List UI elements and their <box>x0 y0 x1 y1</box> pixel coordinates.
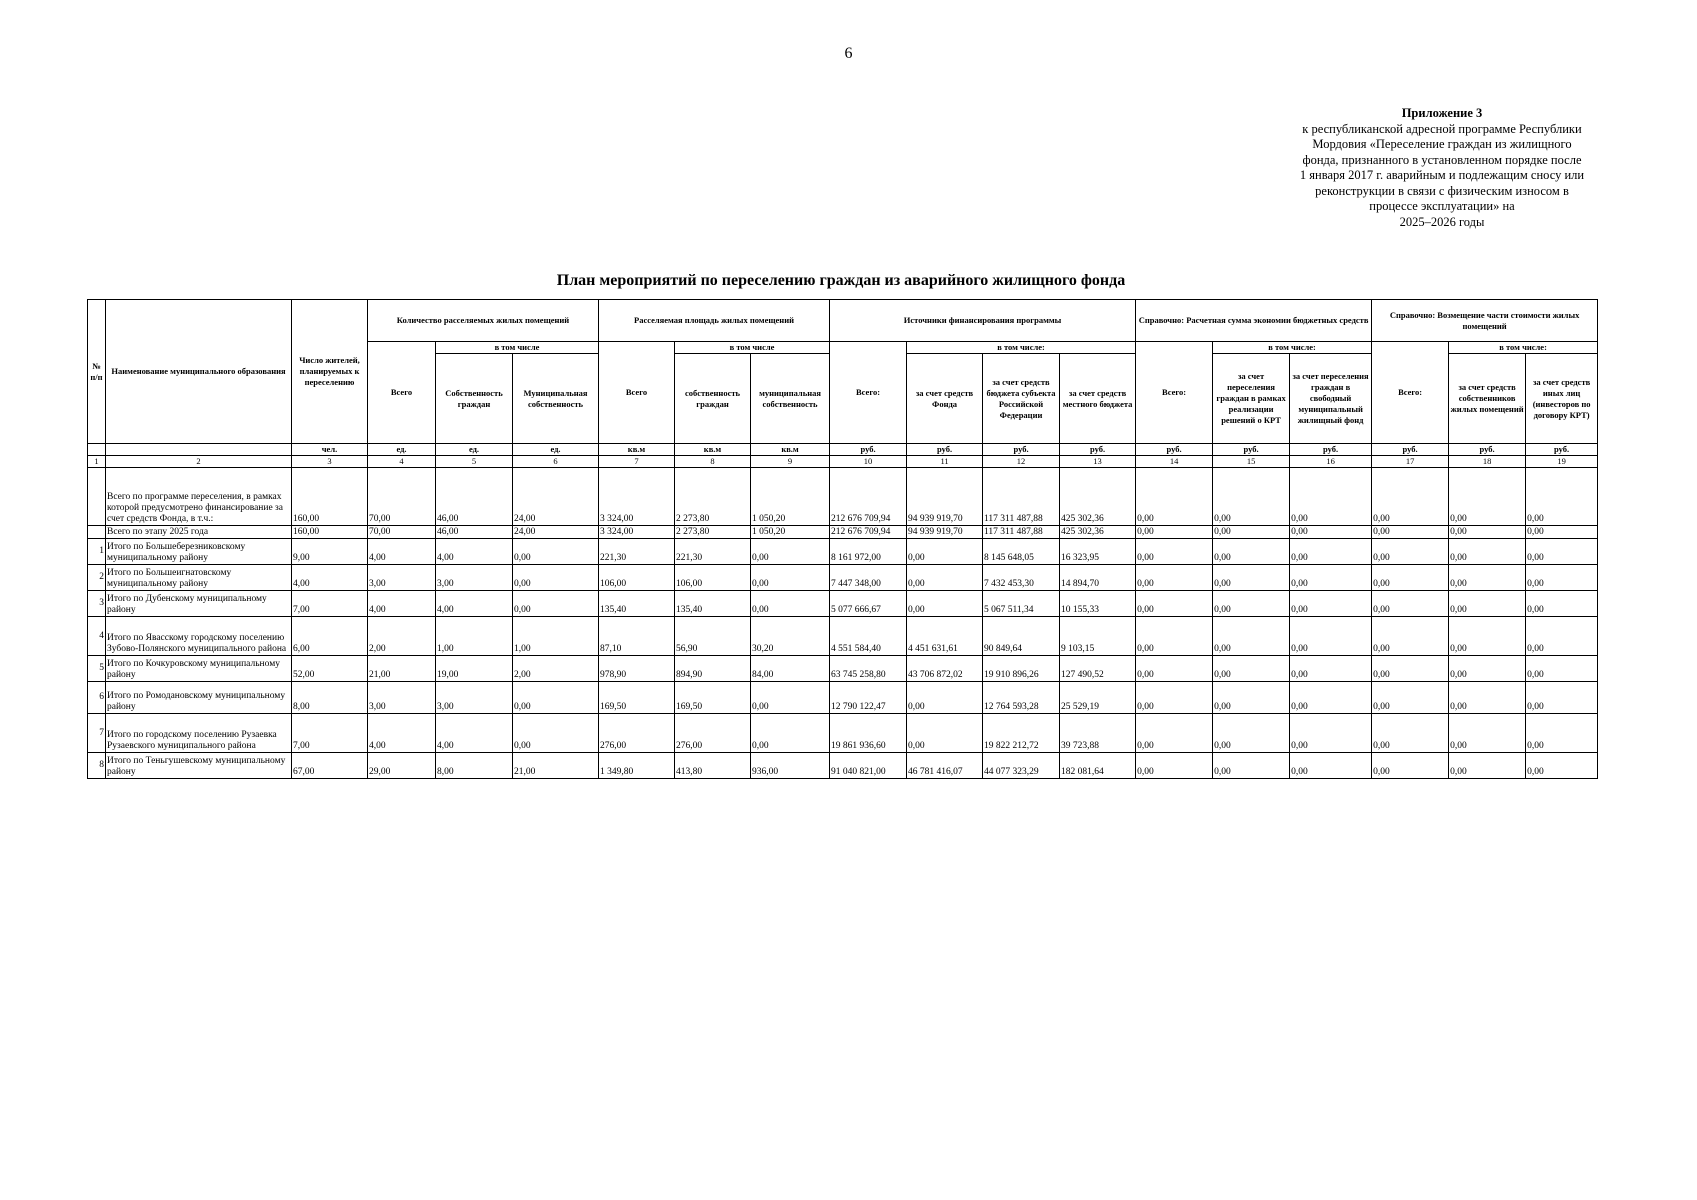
value-cell: 21,00 <box>513 753 599 779</box>
value-cell: 894,90 <box>675 656 751 682</box>
appendix-line: процессе эксплуатации» на <box>1369 199 1515 213</box>
unit-cell: руб. <box>983 444 1060 456</box>
value-cell: 0,00 <box>1213 526 1290 539</box>
value-cell: 29,00 <box>368 753 436 779</box>
value-cell: 2,00 <box>513 656 599 682</box>
value-cell: 0,00 <box>1372 617 1449 656</box>
table-row <box>88 656 1598 682</box>
value-cell: 1 050,20 <box>751 526 830 539</box>
value-cell: 8 145 648,05 <box>983 539 1060 565</box>
column-number-cell: 17 <box>1372 456 1449 468</box>
value-cell: 39 723,88 <box>1060 714 1136 753</box>
value-cell: 0,00 <box>1526 539 1598 565</box>
header-sources-total: Всего: <box>830 342 907 444</box>
value-cell: 0,00 <box>1136 682 1213 714</box>
value-cell: 91 040 821,00 <box>830 753 907 779</box>
value-cell: 19,00 <box>436 656 513 682</box>
unit-cell: кв.м <box>599 444 675 456</box>
header-comp-owners: за счет средств собственников жилых помещений <box>1449 354 1526 444</box>
header-src-local: за счет средств местного бюджета <box>1060 354 1136 444</box>
value-cell: 0,00 <box>513 539 599 565</box>
value-cell: 135,40 <box>599 591 675 617</box>
value-cell: 8,00 <box>292 682 368 714</box>
appendix-line: к республиканской адресной программе Республики <box>1302 121 1582 136</box>
municipality-name: Итого по Дубенскому муниципальному району <box>106 591 292 617</box>
table-row <box>88 682 1598 714</box>
value-cell: 0,00 <box>907 714 983 753</box>
value-cell: 90 849,64 <box>983 617 1060 656</box>
value-cell: 0,00 <box>1449 753 1526 779</box>
value-cell: 0,00 <box>1290 753 1372 779</box>
value-cell: 46 781 416,07 <box>907 753 983 779</box>
value-cell: 0,00 <box>1290 565 1372 591</box>
value-cell: 106,00 <box>675 565 751 591</box>
value-cell: 0,00 <box>1136 539 1213 565</box>
appendix-line: фонда, признанного в установленном порядке после <box>1302 152 1582 167</box>
value-cell: 0,00 <box>1526 682 1598 714</box>
header-area-total: Всего <box>599 342 675 444</box>
appendix-line: реконструкции в связи с физическим износом в <box>1315 183 1569 198</box>
row-number <box>88 526 106 539</box>
value-cell: 0,00 <box>1136 617 1213 656</box>
value-cell: 0,00 <box>1136 468 1213 526</box>
row-number: 3 <box>88 591 106 617</box>
value-cell: 25 529,19 <box>1060 682 1136 714</box>
value-cell: 16 323,95 <box>1060 539 1136 565</box>
value-cell: 0,00 <box>1290 617 1372 656</box>
value-cell: 169,50 <box>675 682 751 714</box>
value-cell: 0,00 <box>1449 682 1526 714</box>
unit-cell: руб. <box>1526 444 1598 456</box>
value-cell: 425 302,36 <box>1060 468 1136 526</box>
row-number: 4 <box>88 617 106 656</box>
unit-cell: руб. <box>1060 444 1136 456</box>
header-comp-other: за счет средств иных лиц (инвесторов по договору КРТ) <box>1526 354 1598 444</box>
unit-cell: ед. <box>513 444 599 456</box>
appendix-block <box>1282 106 1602 230</box>
value-cell: 0,00 <box>1136 591 1213 617</box>
value-cell: 0,00 <box>907 591 983 617</box>
value-cell: 413,80 <box>675 753 751 779</box>
value-cell: 12 790 122,47 <box>830 682 907 714</box>
municipality-name: Всего по этапу 2025 года <box>106 526 292 539</box>
value-cell: 4,00 <box>368 591 436 617</box>
column-number-cell: 11 <box>907 456 983 468</box>
value-cell: 2 273,80 <box>675 468 751 526</box>
value-cell: 0,00 <box>1372 656 1449 682</box>
value-cell: 7 432 453,30 <box>983 565 1060 591</box>
header-name: Наименование муниципального образования <box>106 300 292 444</box>
municipality-name: Итого по Большеберезниковскому муниципальному району <box>106 539 292 565</box>
value-cell: 0,00 <box>907 682 983 714</box>
municipality-name: Итого по Большеигнатовскому муниципальному району <box>106 565 292 591</box>
value-cell: 7,00 <box>292 714 368 753</box>
value-cell: 221,30 <box>675 539 751 565</box>
value-cell: 3,00 <box>368 682 436 714</box>
table-row <box>88 714 1598 753</box>
value-cell: 2,00 <box>368 617 436 656</box>
value-cell: 0,00 <box>1290 682 1372 714</box>
unit-cell: чел. <box>292 444 368 456</box>
header-group-savings: Справочно: Расчетная сумма экономии бюджетных средств <box>1136 300 1372 342</box>
value-cell: 0,00 <box>1526 591 1598 617</box>
column-number-cell: 7 <box>599 456 675 468</box>
value-cell: 4,00 <box>436 539 513 565</box>
value-cell: 0,00 <box>1213 714 1290 753</box>
value-cell: 0,00 <box>1290 468 1372 526</box>
value-cell: 46,00 <box>436 468 513 526</box>
value-cell: 52,00 <box>292 656 368 682</box>
value-cell: 2 273,80 <box>675 526 751 539</box>
column-number-cell: 5 <box>436 456 513 468</box>
row-number: 2 <box>88 565 106 591</box>
value-cell: 87,10 <box>599 617 675 656</box>
value-cell: 0,00 <box>513 591 599 617</box>
value-cell: 0,00 <box>513 565 599 591</box>
value-cell: 56,90 <box>675 617 751 656</box>
value-cell: 0,00 <box>1526 753 1598 779</box>
value-cell: 19 822 212,72 <box>983 714 1060 753</box>
value-cell: 0,00 <box>1372 714 1449 753</box>
unit-cell <box>106 444 292 456</box>
unit-cell: ед. <box>368 444 436 456</box>
header-sav-free: за счет переселения граждан в свободный муниципальный жилищный фонд <box>1290 354 1372 444</box>
column-number-cell: 4 <box>368 456 436 468</box>
municipality-name: Итого по Явасскому городскому поселению Зубово-Полянского муниципального района <box>106 617 292 656</box>
value-cell: 4,00 <box>368 714 436 753</box>
page-number: 6 <box>844 45 853 62</box>
value-cell: 4 451 631,61 <box>907 617 983 656</box>
table-row <box>88 753 1598 779</box>
column-number-cell: 2 <box>106 456 292 468</box>
unit-cell <box>88 444 106 456</box>
header-sources-in-kind: в том числе: <box>907 342 1136 354</box>
unit-cell: кв.м <box>675 444 751 456</box>
value-cell: 0,00 <box>1449 714 1526 753</box>
header-rooms-private: Собственность граждан <box>436 354 513 444</box>
row-number: 8 <box>88 753 106 779</box>
value-cell: 0,00 <box>1213 539 1290 565</box>
value-cell: 46,00 <box>436 526 513 539</box>
value-cell: 8,00 <box>436 753 513 779</box>
value-cell: 0,00 <box>1526 656 1598 682</box>
value-cell: 0,00 <box>1526 526 1598 539</box>
value-cell: 9,00 <box>292 539 368 565</box>
table-row <box>88 591 1598 617</box>
header-savings-total: Всего: <box>1136 342 1213 444</box>
value-cell: 5 077 666,67 <box>830 591 907 617</box>
value-cell: 0,00 <box>1290 656 1372 682</box>
value-cell: 0,00 <box>907 539 983 565</box>
header-rooms-municipal: Муниципальная собственность <box>513 354 599 444</box>
value-cell: 0,00 <box>1372 682 1449 714</box>
appendix-line: 2025–2026 годы <box>1399 214 1485 229</box>
value-cell: 0,00 <box>751 714 830 753</box>
value-cell: 106,00 <box>599 565 675 591</box>
value-cell: 0,00 <box>1213 753 1290 779</box>
value-cell: 936,00 <box>751 753 830 779</box>
value-cell: 221,30 <box>599 539 675 565</box>
value-cell: 24,00 <box>513 468 599 526</box>
unit-cell: руб. <box>1372 444 1449 456</box>
header-residents: Число жителей, планируемых к переселению <box>292 300 368 444</box>
value-cell: 4,00 <box>292 565 368 591</box>
value-cell: 24,00 <box>513 526 599 539</box>
value-cell: 3,00 <box>436 565 513 591</box>
value-cell: 0,00 <box>751 539 830 565</box>
value-cell: 0,00 <box>1449 656 1526 682</box>
resettlement-plan-table <box>87 299 1598 779</box>
header-src-fund: за счет средств Фонда <box>907 354 983 444</box>
value-cell: 0,00 <box>1136 753 1213 779</box>
value-cell: 212 676 709,94 <box>830 468 907 526</box>
value-cell: 0,00 <box>1526 617 1598 656</box>
value-cell: 0,00 <box>1136 714 1213 753</box>
row-number: 7 <box>88 714 106 753</box>
value-cell: 4 551 584,40 <box>830 617 907 656</box>
value-cell: 0,00 <box>1449 468 1526 526</box>
value-cell: 276,00 <box>675 714 751 753</box>
value-cell: 0,00 <box>1526 468 1598 526</box>
value-cell: 0,00 <box>1213 468 1290 526</box>
column-number-cell: 1 <box>88 456 106 468</box>
appendix-title: Приложение 3 <box>1401 106 1483 120</box>
value-cell: 0,00 <box>751 682 830 714</box>
unit-cell: ед. <box>436 444 513 456</box>
document-title: План мероприятий по переселению граждан из аварийного жилищного фонда <box>556 272 1126 289</box>
table-row <box>88 617 1598 656</box>
value-cell: 84,00 <box>751 656 830 682</box>
value-cell: 0,00 <box>1449 526 1526 539</box>
value-cell: 3 324,00 <box>599 468 675 526</box>
unit-cell: руб. <box>907 444 983 456</box>
value-cell: 0,00 <box>1290 714 1372 753</box>
header-rooms-in-kind: в том числе <box>436 342 599 354</box>
unit-cell: руб. <box>1290 444 1372 456</box>
value-cell: 0,00 <box>1372 753 1449 779</box>
table-header <box>88 300 1598 468</box>
value-cell: 0,00 <box>1290 526 1372 539</box>
value-cell: 276,00 <box>599 714 675 753</box>
value-cell: 182 081,64 <box>1060 753 1136 779</box>
municipality-name: Итого по Ромодановскому муниципальному району <box>106 682 292 714</box>
value-cell: 94 939 919,70 <box>907 526 983 539</box>
value-cell: 117 311 487,88 <box>983 468 1060 526</box>
value-cell: 0,00 <box>751 591 830 617</box>
value-cell: 10 155,33 <box>1060 591 1136 617</box>
value-cell: 425 302,36 <box>1060 526 1136 539</box>
value-cell: 0,00 <box>1136 526 1213 539</box>
value-cell: 0,00 <box>1449 565 1526 591</box>
value-cell: 0,00 <box>1372 591 1449 617</box>
value-cell: 0,00 <box>1372 565 1449 591</box>
column-number-cell: 6 <box>513 456 599 468</box>
value-cell: 4,00 <box>436 714 513 753</box>
value-cell: 3,00 <box>436 682 513 714</box>
header-area-private: собственность граждан <box>675 354 751 444</box>
header-sav-krt: за счет переселения граждан в рамках реализации решений о КРТ <box>1213 354 1290 444</box>
appendix-line: 1 января 2017 г. аварийным и подлежащим сносу или <box>1299 168 1585 182</box>
value-cell: 0,00 <box>513 714 599 753</box>
value-cell: 0,00 <box>1213 591 1290 617</box>
value-cell: 21,00 <box>368 656 436 682</box>
row-number <box>88 468 106 526</box>
municipality-name: Всего по программе переселения, в рамках которой предусмотрено финансирование за счет средств Фонда, в т.ч.: <box>106 468 292 526</box>
value-cell: 30,20 <box>751 617 830 656</box>
header-area-municipal: муниципальная собственность <box>751 354 830 444</box>
header-compensation-in-kind: в том числе: <box>1449 342 1598 354</box>
value-cell: 8 161 972,00 <box>830 539 907 565</box>
header-savings-in-kind: в том числе: <box>1213 342 1372 354</box>
header-group-sources: Источники финансирования программы <box>830 300 1136 342</box>
value-cell: 0,00 <box>1449 617 1526 656</box>
column-number-cell: 3 <box>292 456 368 468</box>
header-group-rooms: Количество расселяемых жилых помещений <box>368 300 599 342</box>
municipality-name: Итого по Теньгушевскому муниципальному району <box>106 753 292 779</box>
value-cell: 63 745 258,80 <box>830 656 907 682</box>
value-cell: 0,00 <box>751 565 830 591</box>
value-cell: 4,00 <box>436 591 513 617</box>
column-number-cell: 8 <box>675 456 751 468</box>
value-cell: 1 349,80 <box>599 753 675 779</box>
value-cell: 44 077 323,29 <box>983 753 1060 779</box>
value-cell: 3,00 <box>368 565 436 591</box>
column-number-cell: 15 <box>1213 456 1290 468</box>
value-cell: 12 764 593,28 <box>983 682 1060 714</box>
unit-cell: кв.м <box>751 444 830 456</box>
header-rooms-total: Всего <box>368 342 436 444</box>
value-cell: 1 050,20 <box>751 468 830 526</box>
value-cell: 1,00 <box>513 617 599 656</box>
value-cell: 70,00 <box>368 468 436 526</box>
column-number-cell: 10 <box>830 456 907 468</box>
unit-cell: руб. <box>1449 444 1526 456</box>
value-cell: 7,00 <box>292 591 368 617</box>
column-number-cell: 18 <box>1449 456 1526 468</box>
appendix-line: Мордовия «Переселение граждан из жилищного <box>1312 137 1572 151</box>
value-cell: 0,00 <box>1213 565 1290 591</box>
value-cell: 127 490,52 <box>1060 656 1136 682</box>
header-src-regional: за счет средств бюджета субъекта Российской Федерации <box>983 354 1060 444</box>
header-group-compensation: Справочно: Возмещение части стоимости жилых помещений <box>1372 300 1598 342</box>
unit-cell: руб. <box>830 444 907 456</box>
value-cell: 19 910 896,26 <box>983 656 1060 682</box>
column-number-cell: 19 <box>1526 456 1598 468</box>
row-number: 1 <box>88 539 106 565</box>
column-number-cell: 14 <box>1136 456 1213 468</box>
value-cell: 117 311 487,88 <box>983 526 1060 539</box>
value-cell: 4,00 <box>368 539 436 565</box>
value-cell: 67,00 <box>292 753 368 779</box>
column-number-cell: 13 <box>1060 456 1136 468</box>
value-cell: 0,00 <box>1526 565 1598 591</box>
header-compensation-total: Всего: <box>1372 342 1449 444</box>
value-cell: 19 861 936,60 <box>830 714 907 753</box>
value-cell: 978,90 <box>599 656 675 682</box>
value-cell: 0,00 <box>1213 682 1290 714</box>
value-cell: 70,00 <box>368 526 436 539</box>
column-number-cell: 16 <box>1290 456 1372 468</box>
table-row <box>88 539 1598 565</box>
header-group-area: Расселяемая площадь жилых помещений <box>599 300 830 342</box>
table-row <box>88 565 1598 591</box>
value-cell: 94 939 919,70 <box>907 468 983 526</box>
value-cell: 0,00 <box>1526 714 1598 753</box>
value-cell: 6,00 <box>292 617 368 656</box>
value-cell: 0,00 <box>1449 539 1526 565</box>
unit-cell: руб. <box>1136 444 1213 456</box>
value-cell: 0,00 <box>1213 617 1290 656</box>
column-number-cell: 12 <box>983 456 1060 468</box>
value-cell: 160,00 <box>292 526 368 539</box>
value-cell: 0,00 <box>513 682 599 714</box>
column-number-cell: 9 <box>751 456 830 468</box>
row-number: 5 <box>88 656 106 682</box>
value-cell: 0,00 <box>1372 468 1449 526</box>
value-cell: 0,00 <box>1290 591 1372 617</box>
value-cell: 0,00 <box>1136 565 1213 591</box>
value-cell: 0,00 <box>1136 656 1213 682</box>
value-cell: 160,00 <box>292 468 368 526</box>
value-cell: 0,00 <box>1372 526 1449 539</box>
value-cell: 212 676 709,94 <box>830 526 907 539</box>
value-cell: 3 324,00 <box>599 526 675 539</box>
value-cell: 0,00 <box>1372 539 1449 565</box>
value-cell: 135,40 <box>675 591 751 617</box>
value-cell: 0,00 <box>1290 539 1372 565</box>
header-num: № п/п <box>88 300 106 444</box>
value-cell: 1,00 <box>436 617 513 656</box>
table-row <box>88 526 1598 539</box>
value-cell: 43 706 872,02 <box>907 656 983 682</box>
table-row <box>88 468 1598 526</box>
column-numbers-row <box>88 456 1598 468</box>
row-number: 6 <box>88 682 106 714</box>
value-cell: 0,00 <box>907 565 983 591</box>
header-area-in-kind: в том числе <box>675 342 830 354</box>
municipality-name: Итого по городскому поселению Рузаевка Рузаевского муниципального района <box>106 714 292 753</box>
value-cell: 0,00 <box>1213 656 1290 682</box>
municipality-name: Итого по Кочкуровскому муниципальному району <box>106 656 292 682</box>
unit-cell: руб. <box>1213 444 1290 456</box>
units-row <box>88 444 1598 456</box>
value-cell: 14 894,70 <box>1060 565 1136 591</box>
value-cell: 7 447 348,00 <box>830 565 907 591</box>
value-cell: 9 103,15 <box>1060 617 1136 656</box>
value-cell: 0,00 <box>1449 591 1526 617</box>
value-cell: 5 067 511,34 <box>983 591 1060 617</box>
value-cell: 169,50 <box>599 682 675 714</box>
table-body <box>88 468 1598 779</box>
